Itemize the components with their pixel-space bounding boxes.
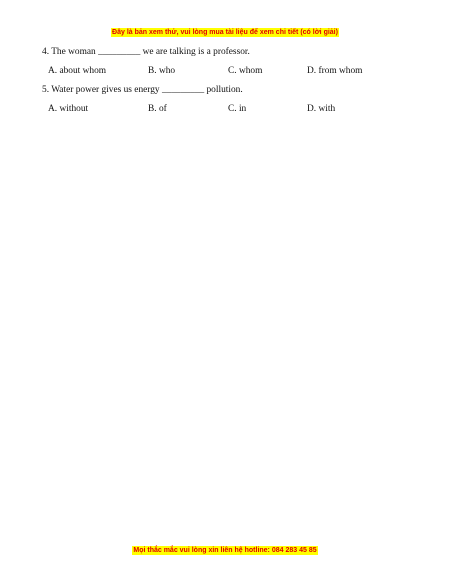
question-5-text: 5. Water power gives us energy _________ pollution. <box>42 85 243 95</box>
question-5-option-b: B. of <box>148 104 167 114</box>
preview-notice-text: Đây là bản xem thử, vui lòng mua tài liệu để xem chi tiết (có lời giải) <box>112 29 338 36</box>
question-4-option-a: A. about whom <box>48 66 107 76</box>
question-4-options <box>0 65 450 77</box>
question-4-option-d: D. from whom <box>307 66 363 76</box>
question-5-option-a: A. without <box>48 104 89 114</box>
hotline-notice-banner <box>0 546 450 555</box>
hotline-notice-text: Mọi thắc mắc vui lòng xin liên hệ hotline: 084 283 45 85 <box>133 547 317 554</box>
question-5-options <box>0 103 450 115</box>
question-4-option-c: C. whom <box>228 66 263 76</box>
question-4-text: 4. The woman _________ we are talking is a professor. <box>42 47 250 57</box>
question-4-option-b: B. who <box>148 66 176 76</box>
preview-notice-banner <box>0 28 450 37</box>
question-5-option-c: C. in <box>228 104 247 114</box>
question-5-option-d: D. with <box>307 104 336 114</box>
